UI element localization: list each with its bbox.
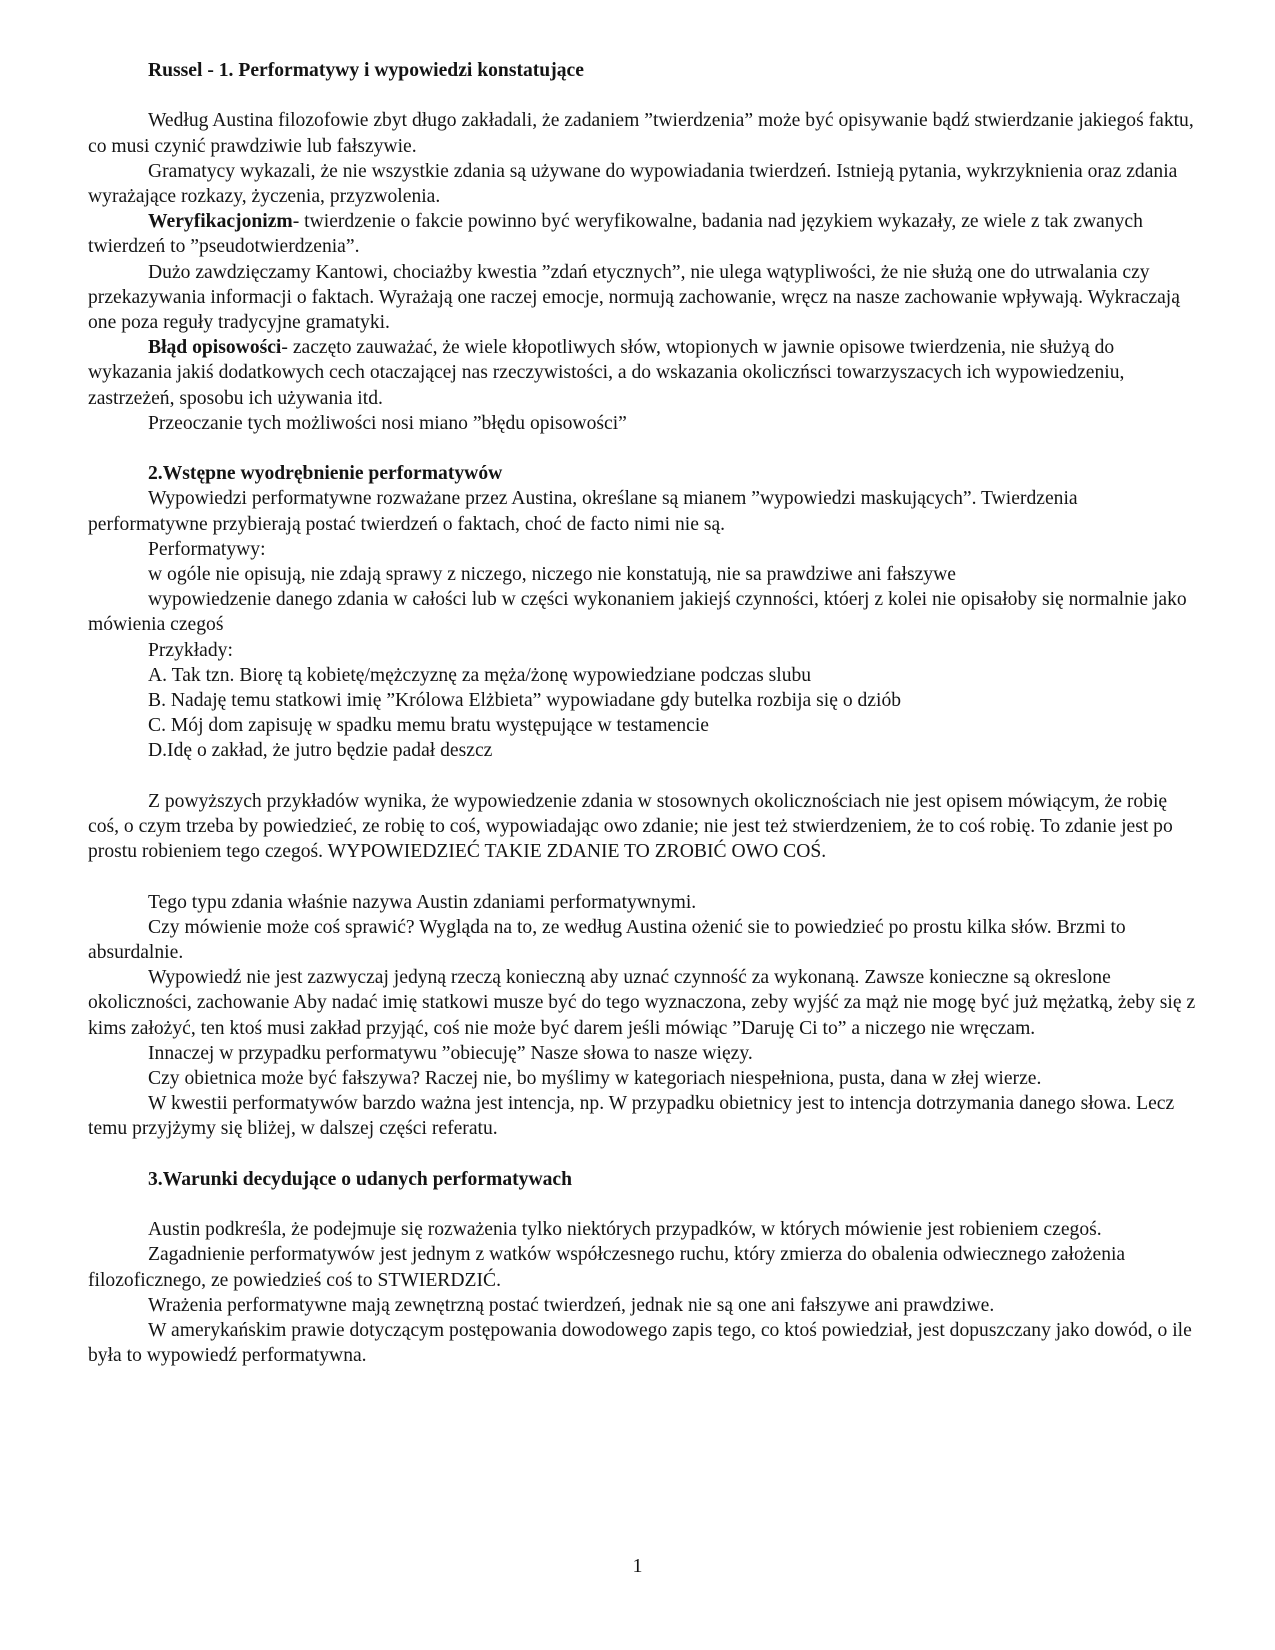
paragraph: Gramatycy wykazali, że nie wszystkie zdania są używane do wypowiadania twierdzeń. Istnieją pytania, wykrzyknienia oraz zdania wyrażające rozkazy, życzenia, przyzwolenia. bbox=[88, 160, 1178, 207]
spacer bbox=[88, 83, 1200, 108]
page-number: 1 bbox=[632, 1555, 643, 1577]
paragraph bbox=[88, 209, 1200, 259]
paragraph: Wrażenia performatywne mają zewnętrzną postać twierdzeń, jednak nie są one ani fałszywe ani prawdziwe. bbox=[148, 1294, 995, 1316]
example-item: D.Idę o zakład, że jutro będzie padał deszcz bbox=[148, 740, 493, 762]
paragraph: Przeoczanie tych możliwości nosi miano ”błędu opisowości” bbox=[148, 412, 627, 434]
paragraph: Wypowiedź nie jest zazwyczaj jedyną rzeczą konieczną aby uznać czynność za wykonaną. Zawsze konieczne są okreslone okoliczności, zachowanie Aby nadać imię statkowi musze być do tego wyznaczona, zeby wyjść za mąż nie mogę być już mężatką, żeby się z kims założyć, ten ktoś musi zakład przyjąć, coś nie może być darem jeśli mówiąc ”Daruję Ci to” a niczego nie wręczam. bbox=[88, 967, 1196, 1039]
list-item: w ogóle nie opisują, nie zdają sprawy z niczego, niczego nie konstatują, nie sa prawdziwe ani fałszywe bbox=[148, 564, 956, 586]
example-item: C. Mój dom zapisuję w spadku memu bratu występujące w testamencie bbox=[148, 715, 710, 737]
term-blad-opisowosci: Błąd opisowości bbox=[148, 337, 282, 359]
paragraph: W amerykańskim prawie dotyczącym postępowania dowodowego zapis tego, co ktoś powiedział, jest dopuszczany jako dowód, o ile była to wypowiedź performatywna. bbox=[88, 1320, 1192, 1367]
paragraph: Zagadnienie performatywów jest jednym z watków współczesnego ruchu, który zmierza do obalenia odwiecznego założenia filozoficznego, ze powiedzieś coś to STWIERDZIĆ. bbox=[88, 1244, 1126, 1291]
spacer bbox=[88, 864, 1200, 889]
paragraph: Performatywy: bbox=[148, 538, 266, 560]
paragraph: W kwestii performatywów barzdo ważna jest intencja, np. W przypadku obietnicy jest to intencja dotrzymania danego słowa. Lecz temu przyjżymy się bliżej, w dalszej części referatu. bbox=[88, 1093, 1175, 1140]
spacer bbox=[88, 1142, 1200, 1167]
paragraph bbox=[88, 335, 1200, 411]
spacer bbox=[88, 436, 1200, 461]
section-heading: 3.Warunki decydujące o udanych performatywach bbox=[148, 1168, 572, 1190]
document-title: Russel - 1. Performatywy i wypowiedzi konstatujące bbox=[148, 60, 584, 81]
paragraph: Innaczej w przypadku performatywu ”obiecuję” Nasze słowa to nasze więzy. bbox=[148, 1042, 753, 1064]
paragraph: Czy obietnica może być fałszywa? Raczej nie, bo myślimy w kategoriach niespełniona, pusta, dana w złej wierze. bbox=[148, 1068, 1042, 1090]
paragraph: Dużo zawdzięczamy Kantowi, chociażby kwestia ”zdań etycznych”, nie ulega wątypliwości, że nie służą one do utrwalania czy przekazywania informacji o faktach. Wyrażają one raczej emocje, normują zachowanie, wręcz na nasze zachowanie wpływają. Wykraczają one poza reguły tradycyjne gramatyki. bbox=[88, 261, 1180, 334]
paragraph: Czy mówienie może coś sprawić? Wygląda na to, ze według Austina ożenić sie to powiedzieć po prostu kilka słów. Brzmi to absurdalnie. bbox=[88, 916, 1126, 964]
paragraph: Przykłady: bbox=[148, 639, 233, 661]
spacer bbox=[88, 764, 1200, 789]
paragraph: Austin podkreśla, że podejmuje się rozważenia tylko niektórych przypadków, w których mówienie jest robieniem czegoś. bbox=[148, 1219, 1102, 1241]
section-heading: 2.Wstępne wyodrębnienie performatywów bbox=[148, 463, 503, 485]
paragraph: Wypowiedzi performatywne rozważane przez Austina, określane są mianem ”wypowiedzi maskujących”. Twierdzenia performatywne przybierają postać twierdzeń o faktach, choć de facto nimi nie są. bbox=[88, 488, 1078, 535]
paragraph-text: - zaczęto zauważać, że wiele kłopotliwych słów, wtopionych w jawnie opisowe twierdzenia, nie służyą do wykazania jakiś dodatkowych cech otaczającej nas rzeczywistości, a do wskazania okoliczńsci towarzyszacych ich wypowiedzeniu, zastrzeżeń, sposobu ich używania itd. bbox=[88, 337, 1125, 409]
document-body bbox=[88, 58, 1200, 1368]
term-weryfikacjonizm: Weryfikacjonizm bbox=[148, 211, 293, 233]
paragraph: Tego typu zdania właśnie nazywa Austin zdaniami performatywnymi. bbox=[148, 891, 697, 913]
paragraph: Według Austina filozofowie zbyt długo zakładali, że zadaniem ”twierdzenia” może być opisywanie bądź stwierdzanie jakiegoś faktu, co musi czynić prawdziwie lub fałszywie. bbox=[88, 110, 1194, 157]
example-item: A. Tak tzn. Biorę tą kobietę/mężczyznę za męża/żonę wypowiedziane podczas slubu bbox=[148, 664, 812, 686]
paragraph-text: - twierdzenie o fakcie powinno być weryfikowalne, badania nad językiem wykazały, ze wiele z tak zwanych twierdzeń to ”pseudotwierdzenia”. bbox=[88, 211, 1143, 258]
paragraph: Z powyższych przykładów wynika, że wypowiedzenie zdania w stosownych okolicznościach nie jest opisem mówiącym, że robię coś, o czym trzeba by powiedzieć, ze robię to coś, wypowiadając owo zdanie; nie jest też stwierdzeniem, że to coś robię. To zdanie jest po prostu robieniem tego czegoś. WYPOWIEDZIEĆ TAKIE ZDANIE TO ZROBIĆ OWO COŚ. bbox=[88, 790, 1173, 863]
spacer bbox=[88, 1192, 1200, 1217]
example-item: B. Nadaję temu statkowi imię ”Królowa Elżbieta” wypowiadane gdy butelka rozbija się o dziób bbox=[148, 690, 902, 712]
list-item: wypowiedzenie danego zdania w całości lub w części wykonaniem jakiejś czynności, któerj z kolei nie opisałoby się normalnie jako mówienia czegoś bbox=[88, 589, 1187, 636]
